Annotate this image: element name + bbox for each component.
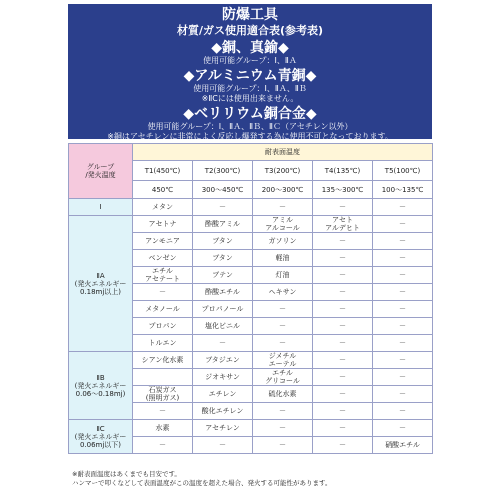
gas-cell: ベンゼン [133,250,193,267]
footer-note-1: ※耐表面温度はあくまでも目安です。 [72,470,181,478]
gas-cell: アセトナ [133,216,193,233]
gas-cell: － [373,284,433,301]
chart-card [68,4,432,494]
gas-cell: － [253,318,313,335]
gas-cell: － [313,284,373,301]
gas-cell: ブタン [193,250,253,267]
gas-cell: － [253,437,313,454]
gas-cell: 軽油 [253,250,313,267]
gas-cell: 塩化ビニル [193,318,253,335]
gas-cell: － [313,352,373,369]
gas-cell: － [313,420,373,437]
gas-cell: エチル グリコール [253,369,313,386]
gas-cell: － [373,420,433,437]
temp-class: T4(135℃) [313,161,373,181]
gas-cell: － [253,420,313,437]
gas-cell: ジメチル エーテル [253,352,313,369]
gas-cell: － [133,284,193,301]
page-title: 防爆工具 [222,7,278,23]
table-row [69,352,433,369]
footer-note-2: ハンマーで叩くなどして表面温度がこの温度を超えた場合、発火する可能性があります。 [72,479,332,487]
gas-cell: － [313,318,373,335]
group-label: Ⅰ [69,199,133,216]
group-label: ⅡA (発火エネルギー 0.18mj以上) [69,216,133,352]
gas-cell: トルエン [133,335,193,352]
gas-cell: － [313,335,373,352]
gas-cell: － [373,403,433,420]
temp-class: T1(450℃) [133,161,193,181]
temp-range: 100～135℃ [373,181,433,199]
table-row [69,216,433,233]
gas-cell: エチル アセテート [133,267,193,284]
gas-cell: 酢酸エチル [193,284,253,301]
gas-cell: － [313,250,373,267]
gas-cell: － [253,199,313,216]
gas-cell: － [313,437,373,454]
gas-cell: － [373,369,433,386]
gas-cell: メタノール [133,301,193,318]
gas-cell: アンモニア [133,233,193,250]
gas-cell: ブテン [193,267,253,284]
gas-cell [133,369,193,386]
temp-range: 200～300℃ [253,181,313,199]
temp-header: 耐表面温度 [133,144,433,161]
gas-cell: エチレン [193,386,253,403]
group-header: グループ /発火温度 [69,144,133,199]
material-beryllium-copper: ◆ベリリウム銅合金◆ [183,106,317,122]
group-label: ⅡC (発火エネルギー 0.06mj以下) [69,420,133,454]
gas-cell: 硫化水素 [253,386,313,403]
gas-cell: － [373,250,433,267]
gas-cell: － [313,233,373,250]
gas-cell: － [373,301,433,318]
gas-cell: － [313,403,373,420]
gas-cell: － [373,335,433,352]
copper-warning: ※銅はアセチレンに非常によく反応し爆発する為に使用不可となっております。 [107,132,393,141]
material-copper-note: 使用可能グループ：Ⅰ、ⅡＡ [203,56,297,65]
gas-cell: プロパン [133,318,193,335]
gas-cell: － [373,216,433,233]
footer-notes [68,470,432,488]
gas-cell: 硝酸エチル [373,437,433,454]
gas-cell: － [193,335,253,352]
gas-cell: 灯油 [253,267,313,284]
gas-cell: プロパノール [193,301,253,318]
gas-cell: ヘキサン [253,284,313,301]
gas-cell: － [373,318,433,335]
gas-cell: アミル アルコール [253,216,313,233]
gas-cell: － [373,233,433,250]
temp-range: 300～450℃ [193,181,253,199]
gas-cell: － [373,386,433,403]
gas-cell: － [253,335,313,352]
gas-cell: － [253,301,313,318]
gas-cell: － [373,267,433,284]
gas-cell: － [193,437,253,454]
temp-range: 450℃ [133,181,193,199]
gas-cell: － [373,199,433,216]
gas-cell: － [193,199,253,216]
temp-class: T5(100℃) [373,161,433,181]
gas-cell: － [313,369,373,386]
temp-class: T3(200℃) [253,161,313,181]
material-aluminium-bronze: ◆アルミニウム青銅◆ [183,68,317,84]
table-row [69,420,433,437]
temp-class: T2(300℃) [193,161,253,181]
gas-cell: ブタン [193,233,253,250]
gas-cell: ガソリン [253,233,313,250]
gas-cell: 酸化エチレン [193,403,253,420]
gas-cell: － [313,267,373,284]
gas-cell: 水素 [133,420,193,437]
gas-cell: － [133,437,193,454]
gas-cell: － [133,403,193,420]
gas-cell: － [373,352,433,369]
material-copper: ◆銅、真鍮◆ [211,40,289,56]
table-row [69,199,433,216]
gas-cell: － [313,386,373,403]
gas-compatibility-table [68,143,433,454]
material-beryllium-copper-note: 使用可能グループ：Ⅰ、ⅡＡ、ⅡＢ、ⅡＣ（アセチレン以外） [147,122,353,131]
group-label: ⅡB (発火エネルギー 0.06～0.18mj) [69,352,133,420]
gas-cell: アセチレン [193,420,253,437]
gas-cell: 酢酸アミル [193,216,253,233]
material-aluminium-bronze-note: 使用可能グループ：Ⅰ、ⅡＡ、ⅡＢ [193,84,307,93]
gas-cell: シアン化水素 [133,352,193,369]
gas-cell: 石炭ガス (照明ガス) [133,386,193,403]
gas-cell: － [313,301,373,318]
gas-cell: ブタジエン [193,352,253,369]
gas-cell: － [253,403,313,420]
gas-cell: メタン [133,199,193,216]
gas-cell: － [313,199,373,216]
gas-cell: アセト アルデヒト [313,216,373,233]
page-subtitle: 材質/ガス使用適合表(参考表) [176,24,324,37]
header-panel [68,4,432,139]
temp-range: 135～300℃ [313,181,373,199]
gas-cell: ジオキサン [193,369,253,386]
material-aluminium-bronze-note2: ※ⅡCには使用出来ません。 [201,94,299,103]
